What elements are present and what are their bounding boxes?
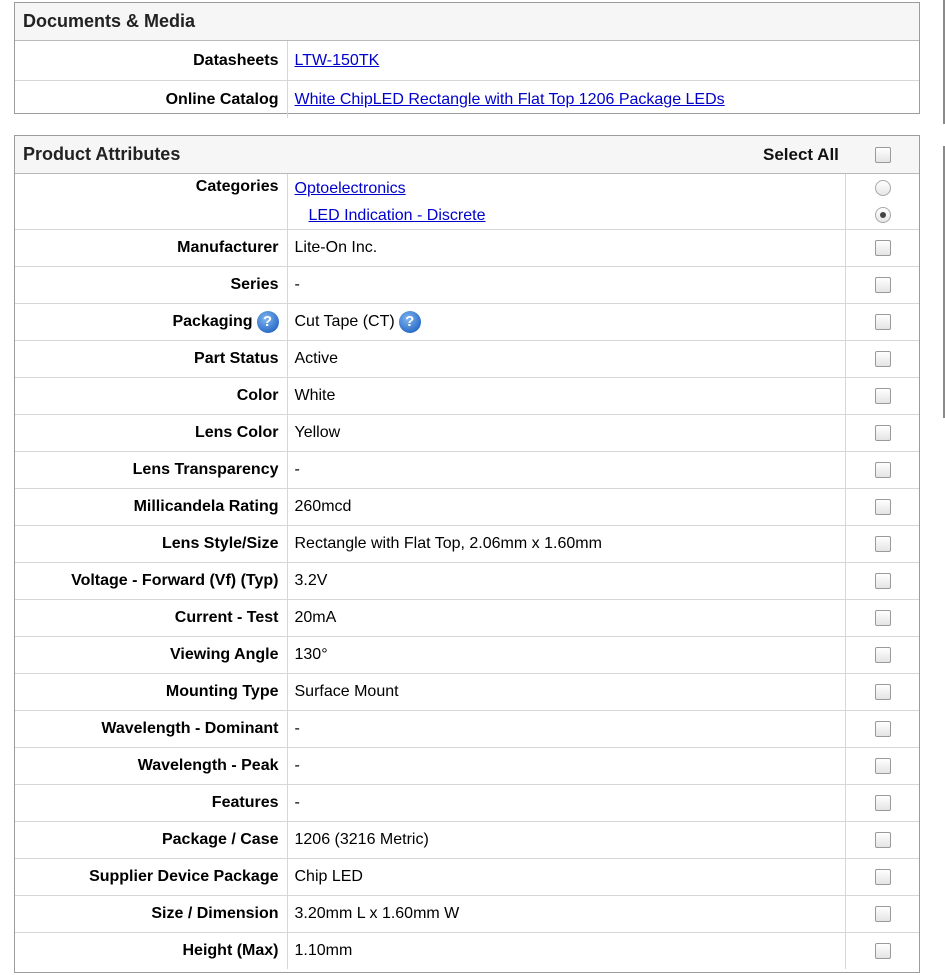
packaging-value: Cut Tape (CT) bbox=[294, 313, 395, 331]
table-row bbox=[15, 563, 919, 600]
wavelength-dominant-label: Wavelength - Dominant bbox=[15, 711, 287, 748]
height-max-label: Height (Max) bbox=[15, 933, 287, 970]
table-row bbox=[15, 378, 919, 415]
table-row bbox=[15, 267, 919, 304]
product-attributes-title: Product Attributes bbox=[23, 144, 181, 164]
size-dimension-checkbox[interactable] bbox=[875, 906, 891, 922]
mounting-type-label: Mounting Type bbox=[15, 674, 287, 711]
color-label: Color bbox=[15, 378, 287, 415]
lens-transparency-checkbox[interactable] bbox=[875, 462, 891, 478]
voltage-forward-checkbox[interactable] bbox=[875, 573, 891, 589]
color-checkbox[interactable] bbox=[875, 388, 891, 404]
table-row bbox=[15, 859, 919, 896]
manufacturer-label: Manufacturer bbox=[15, 230, 287, 267]
millicandela-value: 260mcd bbox=[287, 489, 846, 526]
height-max-checkbox-cell bbox=[846, 933, 920, 970]
millicandela-checkbox[interactable] bbox=[875, 499, 891, 515]
supplier-package-checkbox-cell bbox=[846, 859, 920, 896]
table-row bbox=[15, 81, 919, 119]
size-dimension-label: Size / Dimension bbox=[15, 896, 287, 933]
manufacturer-value: Lite-On Inc. bbox=[287, 230, 846, 267]
features-value: - bbox=[287, 785, 846, 822]
supplier-package-value: Chip LED bbox=[287, 859, 846, 896]
supplier-package-checkbox[interactable] bbox=[875, 869, 891, 885]
color-checkbox-cell bbox=[846, 378, 920, 415]
viewing-angle-checkbox[interactable] bbox=[875, 647, 891, 663]
packaging-value-cell bbox=[287, 304, 846, 341]
current-test-value: 20mA bbox=[287, 600, 846, 637]
table-row bbox=[15, 230, 919, 267]
voltage-forward-checkbox-cell bbox=[846, 563, 920, 600]
table-row bbox=[15, 415, 919, 452]
package-case-value: 1206 (3216 Metric) bbox=[287, 822, 846, 859]
table-row bbox=[15, 600, 919, 637]
lens-style-checkbox[interactable] bbox=[875, 536, 891, 552]
table-row bbox=[15, 748, 919, 785]
table-row bbox=[15, 785, 919, 822]
lens-style-label: Lens Style/Size bbox=[15, 526, 287, 563]
wavelength-peak-label: Wavelength - Peak bbox=[15, 748, 287, 785]
category-led-indication-link[interactable]: LED Indication - Discrete bbox=[308, 206, 486, 224]
lens-transparency-checkbox-cell bbox=[846, 452, 920, 489]
cut-tape-help-icon[interactable]: ? bbox=[399, 311, 421, 333]
packaging-checkbox[interactable] bbox=[875, 314, 891, 330]
category-radio-led-indication[interactable] bbox=[875, 207, 891, 223]
product-attributes-header bbox=[15, 136, 919, 174]
table-row bbox=[15, 526, 919, 563]
current-test-checkbox-cell bbox=[846, 600, 920, 637]
packaging-label: Packaging bbox=[172, 313, 253, 331]
height-max-value: 1.10mm bbox=[287, 933, 846, 970]
lens-color-value: Yellow bbox=[287, 415, 846, 452]
table-row bbox=[15, 933, 919, 970]
table-row bbox=[15, 822, 919, 859]
series-checkbox-cell bbox=[846, 267, 920, 304]
features-checkbox-cell bbox=[846, 785, 920, 822]
category-radio-optoelectronics[interactable] bbox=[875, 180, 891, 196]
documents-media-panel bbox=[14, 2, 920, 114]
lens-style-value: Rectangle with Flat Top, 2.06mm x 1.60mm bbox=[287, 526, 846, 563]
part-status-label: Part Status bbox=[15, 341, 287, 378]
lens-color-checkbox[interactable] bbox=[875, 425, 891, 441]
mounting-type-value: Surface Mount bbox=[287, 674, 846, 711]
packaging-help-icon[interactable]: ? bbox=[257, 311, 279, 333]
size-dimension-value: 3.20mm L x 1.60mm W bbox=[287, 896, 846, 933]
current-test-label: Current - Test bbox=[15, 600, 287, 637]
manufacturer-checkbox-cell bbox=[846, 230, 920, 267]
table-row bbox=[15, 489, 919, 526]
size-dimension-checkbox-cell bbox=[846, 896, 920, 933]
package-case-checkbox-cell bbox=[846, 822, 920, 859]
features-label: Features bbox=[15, 785, 287, 822]
wavelength-peak-value: - bbox=[287, 748, 846, 785]
part-status-checkbox-cell bbox=[846, 341, 920, 378]
lens-style-checkbox-cell bbox=[846, 526, 920, 563]
table-row bbox=[15, 896, 919, 933]
documents-media-title: Documents & Media bbox=[15, 3, 919, 41]
lens-transparency-label: Lens Transparency bbox=[15, 452, 287, 489]
select-all-checkbox[interactable] bbox=[875, 147, 891, 163]
category-optoelectronics-link[interactable]: Optoelectronics bbox=[294, 179, 406, 197]
table-row bbox=[15, 637, 919, 674]
wavelength-dominant-value: - bbox=[287, 711, 846, 748]
mounting-type-checkbox-cell bbox=[846, 674, 920, 711]
series-value: - bbox=[287, 267, 846, 304]
viewing-angle-label: Viewing Angle bbox=[15, 637, 287, 674]
mounting-type-checkbox[interactable] bbox=[875, 684, 891, 700]
manufacturer-checkbox[interactable] bbox=[875, 240, 891, 256]
lens-color-label: Lens Color bbox=[15, 415, 287, 452]
package-case-checkbox[interactable] bbox=[875, 832, 891, 848]
height-max-checkbox[interactable] bbox=[875, 943, 891, 959]
product-attributes-panel bbox=[14, 135, 920, 973]
voltage-forward-label: Voltage - Forward (Vf) (Typ) bbox=[15, 563, 287, 600]
current-test-checkbox[interactable] bbox=[875, 610, 891, 626]
color-value: White bbox=[287, 378, 846, 415]
packaging-checkbox-cell bbox=[846, 304, 920, 341]
wavelength-dominant-checkbox[interactable] bbox=[875, 721, 891, 737]
table-row bbox=[15, 341, 919, 378]
datasheet-link[interactable]: LTW-150TK bbox=[294, 51, 380, 69]
online-catalog-label: Online Catalog bbox=[15, 81, 287, 119]
wavelength-peak-checkbox[interactable] bbox=[875, 758, 891, 774]
viewing-angle-value: 130° bbox=[287, 637, 846, 674]
table-row bbox=[15, 304, 919, 341]
categories-cell bbox=[287, 174, 846, 230]
attributes-table bbox=[15, 174, 919, 969]
lens-transparency-value: - bbox=[287, 452, 846, 489]
features-checkbox[interactable] bbox=[875, 795, 891, 811]
table-row bbox=[15, 674, 919, 711]
series-checkbox[interactable] bbox=[875, 277, 891, 293]
table-row bbox=[15, 711, 919, 748]
select-all-label: Select All bbox=[763, 144, 839, 164]
categories-radio-cell bbox=[846, 174, 920, 230]
table-row bbox=[15, 174, 919, 230]
part-status-checkbox[interactable] bbox=[875, 351, 891, 367]
categories-label: Categories bbox=[15, 174, 287, 230]
packaging-label-cell bbox=[15, 304, 287, 341]
millicandela-checkbox-cell bbox=[846, 489, 920, 526]
datasheets-cell bbox=[287, 41, 919, 81]
table-row bbox=[15, 452, 919, 489]
viewing-angle-checkbox-cell bbox=[846, 637, 920, 674]
datasheets-label: Datasheets bbox=[15, 41, 287, 81]
supplier-package-label: Supplier Device Package bbox=[15, 859, 287, 896]
package-case-label: Package / Case bbox=[15, 822, 287, 859]
millicandela-label: Millicandela Rating bbox=[15, 489, 287, 526]
wavelength-dominant-checkbox-cell bbox=[846, 711, 920, 748]
voltage-forward-value: 3.2V bbox=[287, 563, 846, 600]
wavelength-peak-checkbox-cell bbox=[846, 748, 920, 785]
online-catalog-cell bbox=[287, 81, 919, 119]
lens-color-checkbox-cell bbox=[846, 415, 920, 452]
part-status-value: Active bbox=[287, 341, 846, 378]
documents-table bbox=[15, 41, 919, 118]
online-catalog-link[interactable]: White ChipLED Rectangle with Flat Top 1206 Package LEDs bbox=[294, 90, 725, 108]
series-label: Series bbox=[15, 267, 287, 304]
table-row bbox=[15, 41, 919, 81]
